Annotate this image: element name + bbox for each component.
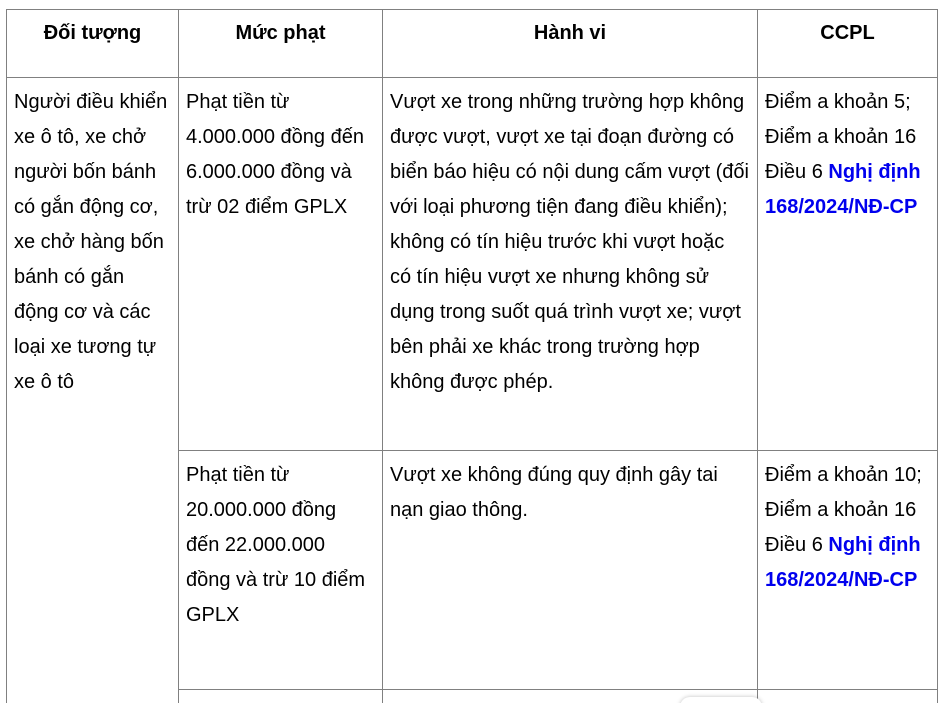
table-header-row [7, 10, 938, 78]
header-penalty: Mức phạt [179, 10, 383, 78]
legal-basis-text: Điểm a khoản 5; Điểm a khoản 16 Điều 6 [765, 91, 917, 183]
behavior-cell [383, 78, 758, 451]
behavior-cell [383, 451, 758, 690]
header-subject: Đối tượng [7, 10, 179, 78]
decree-link[interactable]: Nghị định 168/2024/NĐ-CP [765, 161, 921, 218]
table-row [7, 78, 938, 451]
penalty-cell-empty [179, 690, 383, 703]
penalty-text: Phạt tiền từ 20.000.000 đồng đến 22.000.000 đồng và trừ 10 điểm GPLX [186, 464, 366, 626]
legal-basis-text: Điểm a khoản 10; Điểm a khoản 16 Điều 6 [765, 464, 922, 556]
penalty-cell [179, 451, 383, 690]
penalty-text: Phạt tiền từ 4.000.000 đồng đến 6.000.000 đồng và trừ 02 điểm GPLX [186, 91, 364, 218]
decree-link[interactable]: Nghị định 168/2024/NĐ-CP [765, 534, 921, 591]
subject-text: Người điều khiển xe ô tô, xe chở người bốn bánh có gắn động cơ, xe chở hàng bốn bánh có gắn động cơ và các loại xe tương tự xe ô tô [14, 91, 168, 393]
behavior-text: Vượt xe trong những trường hợp không được vượt, vượt xe tại đoạn đường có biển báo hiệu có nội dung cấm vượt (đối với loại phương tiện đang điều khiển); không có tín hiệu trước khi vượt hoặc có tín hiệu vượt xe nhưng không sử dụng trong suốt quá trình vượt xe; vượt bên phải xe khác trong trường hợp không được phép. [390, 91, 749, 393]
legal-basis-cell [758, 451, 938, 690]
behavior-text: Vượt xe không đúng quy định gây tai nạn giao thông. [390, 464, 718, 521]
subject-cell [7, 78, 179, 703]
penalty-cell [179, 78, 383, 451]
legal-basis-cell-empty [758, 690, 938, 703]
header-legal-basis: CCPL [758, 10, 938, 78]
penalty-table [6, 9, 938, 703]
floating-widget[interactable] [680, 697, 762, 703]
legal-basis-cell [758, 78, 938, 451]
header-behavior: Hành vi [383, 10, 758, 78]
